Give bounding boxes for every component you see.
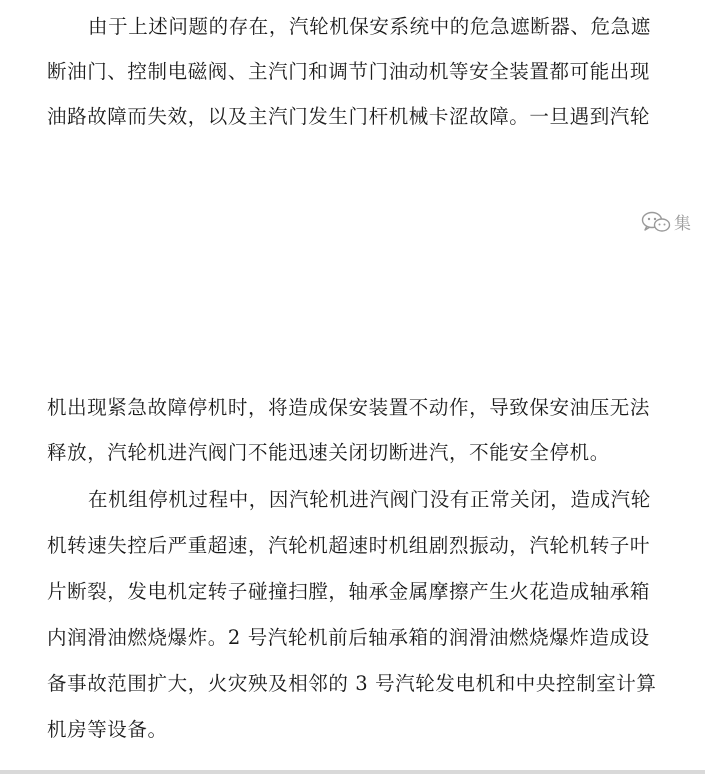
wechat-icon <box>641 211 671 233</box>
paragraph-line: 在机组停机过程中，因汽轮机进汽阀门没有正常关闭，造成汽轮 <box>88 488 651 511</box>
bottom-divider <box>0 770 705 774</box>
paragraph-line: 内润滑油燃烧爆炸。2 号汽轮机前后轴承箱的润滑油燃烧爆炸造成设 <box>47 626 650 649</box>
paragraph-line: 机转速失控后严重超速，汽轮机超速时机组剧烈振动，汽轮机转子叶 <box>47 534 651 557</box>
paragraph-line: 释放，汽轮机进汽阀门不能迅速关闭切断进汽，不能安全停机。 <box>47 441 610 464</box>
paragraph-line: 片断裂，发电机定转子碰撞扫膛，轴承金属摩擦产生火花造成轴承箱 <box>47 580 651 603</box>
paragraph-line: 油路故障而失效，以及主汽门发生门杆机械卡涩故障。一旦遇到汽轮 <box>47 105 651 128</box>
paragraph-line: 由于上述问题的存在，汽轮机保安系统中的危急遮断器、危急遮 <box>88 15 651 38</box>
watermark-text: 集 <box>674 214 691 234</box>
paragraph-line: 机房等设备。 <box>47 718 168 741</box>
watermark <box>641 209 691 234</box>
paragraph-line: 断油门、控制电磁阀、主汽门和调节门油动机等安全装置都可能出现 <box>47 60 651 83</box>
paragraph-line: 备事故范围扩大，火灾殃及相邻的 3 号汽轮发电机和中央控制室计算 <box>47 672 657 695</box>
paragraph-line: 机出现紧急故障停机时，将造成保安装置不动作，导致保安油压无法 <box>47 396 651 419</box>
